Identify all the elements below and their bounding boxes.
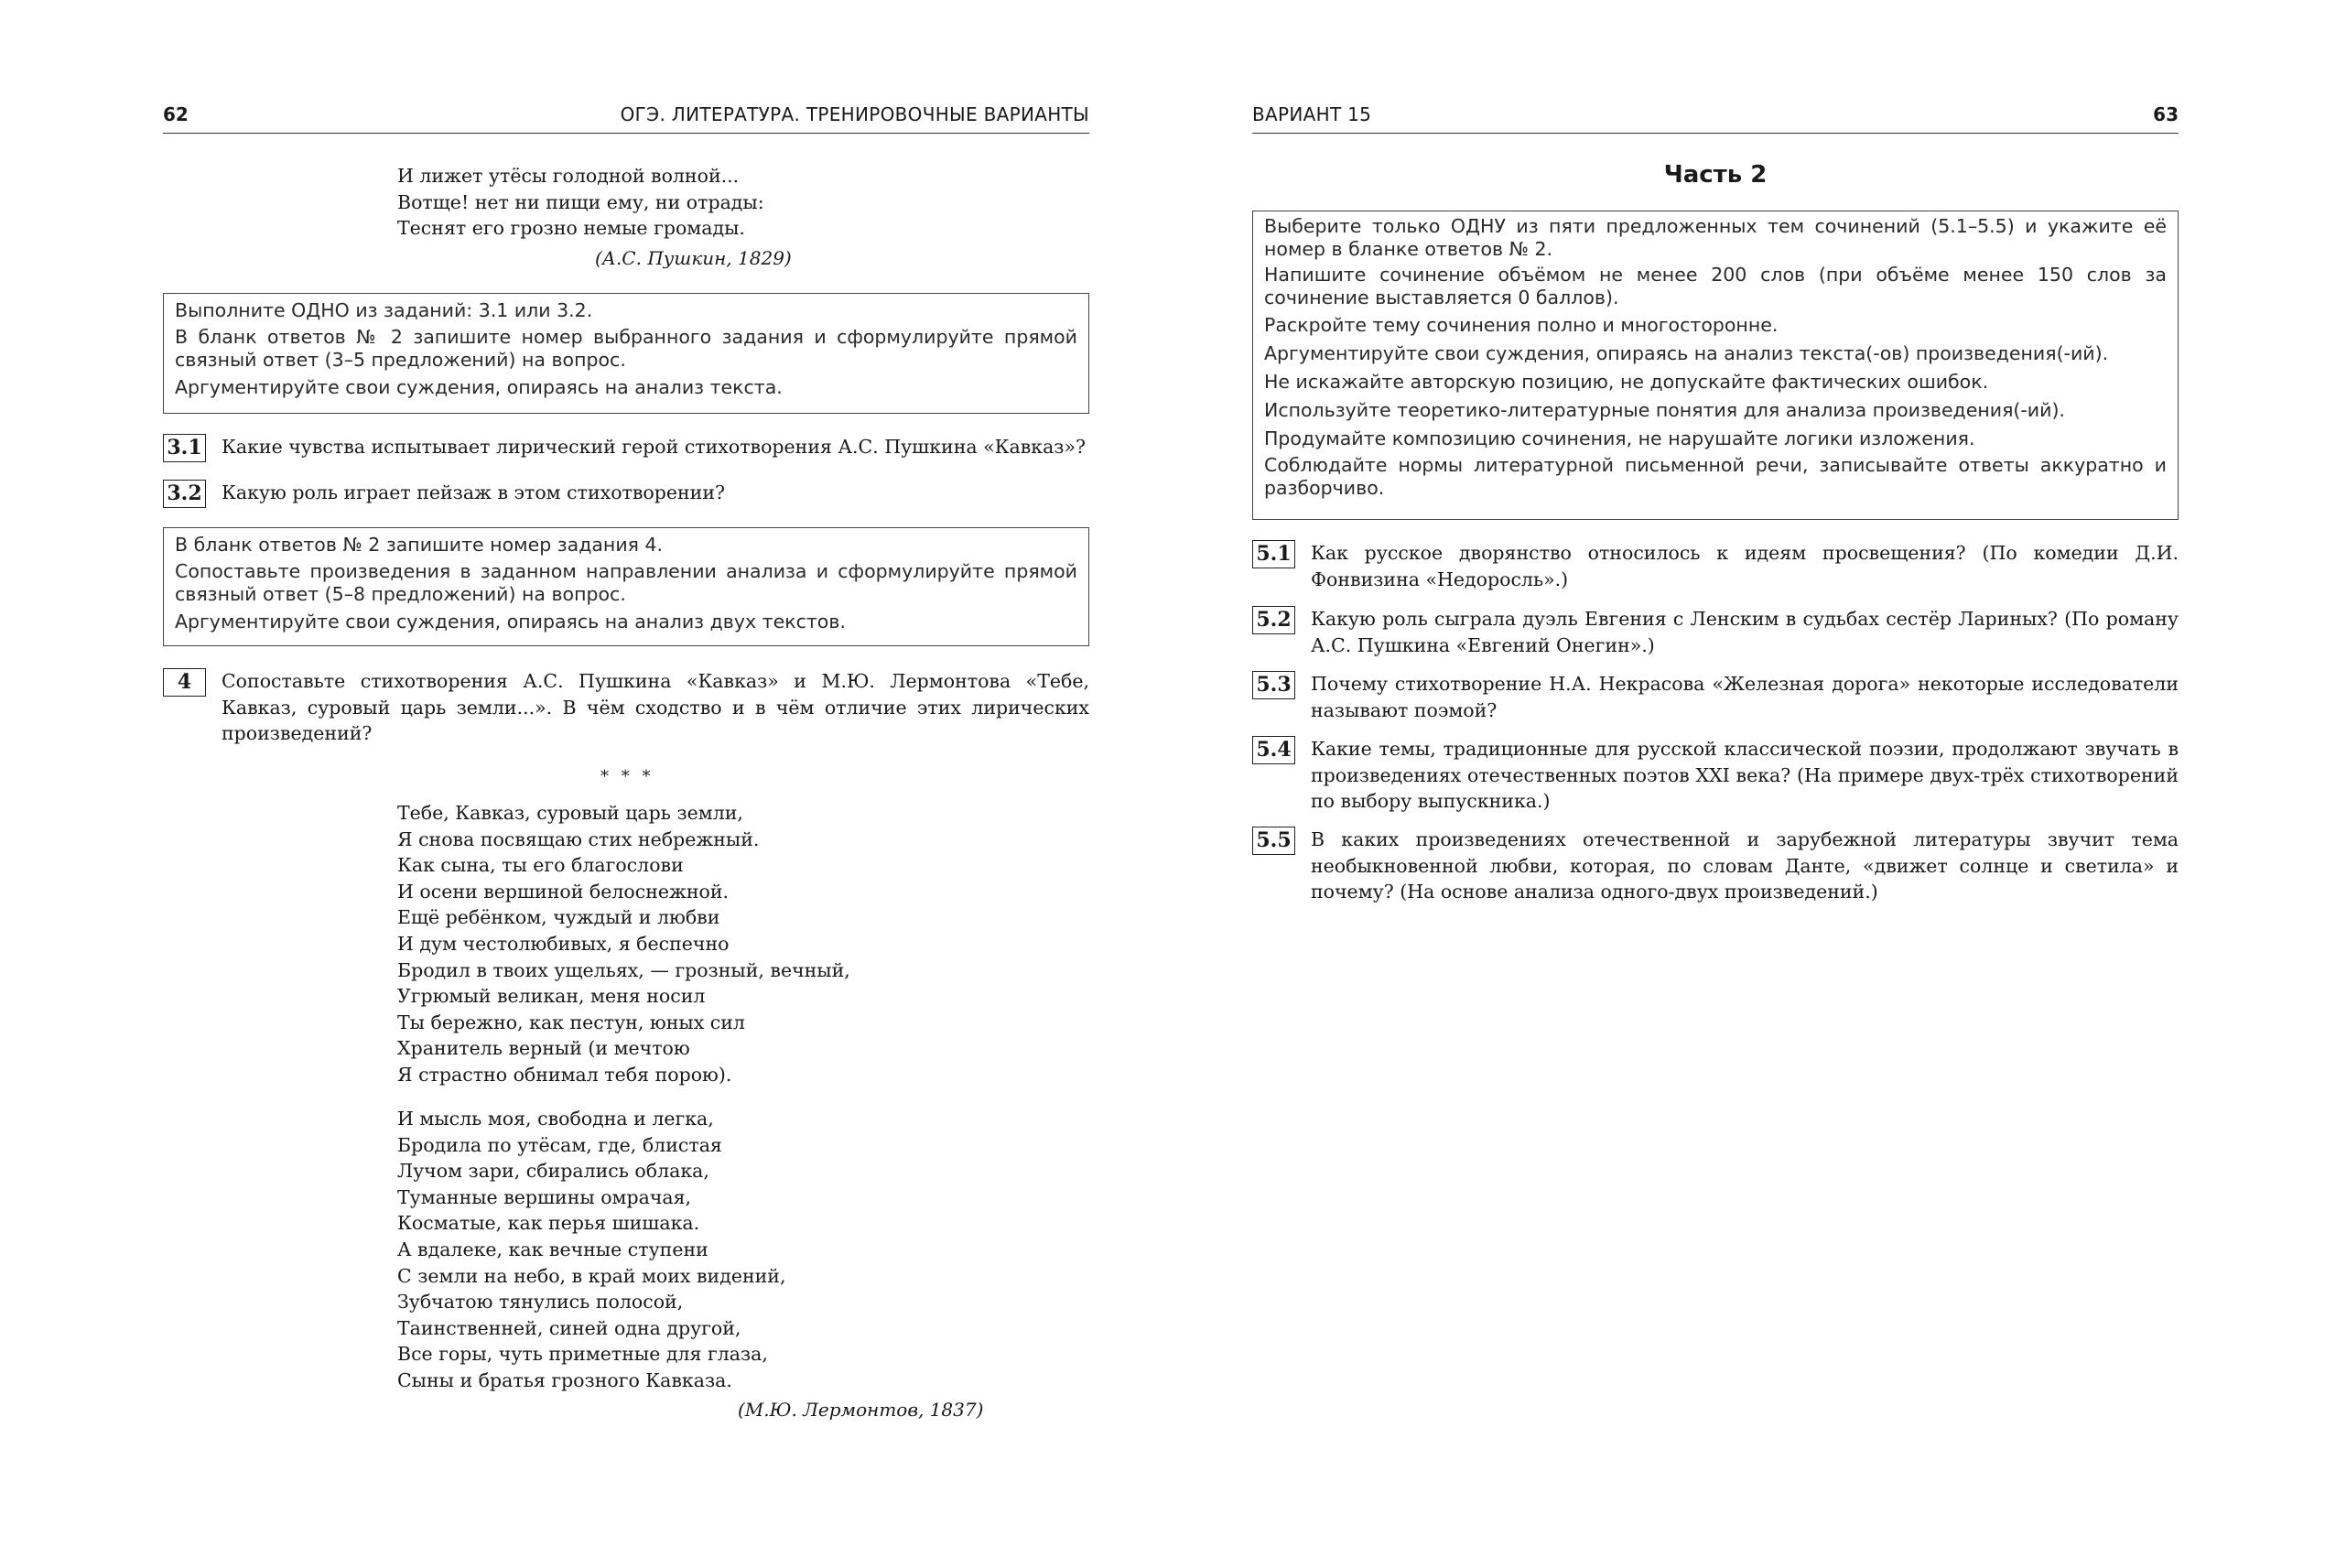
poem-line: Туманные вершины омрачая,	[397, 1185, 692, 1208]
task-number-badge: 5.4	[1252, 736, 1295, 764]
running-head-left	[163, 103, 1089, 134]
poem-line: Ещё ребёнком, чуждый и любви	[397, 906, 720, 929]
task-5-2	[1252, 606, 2179, 661]
poem-line: Лучом зари, сбирались облака,	[397, 1160, 709, 1183]
poem-line: Косматые, как перья шишака.	[397, 1212, 700, 1235]
task-text: Какую роль играет пейзаж в этом стихотворении?	[222, 481, 725, 503]
instruction-line: В бланк ответов № 2 запишите номер выбранного задания и сформулируйте прямой связный ответ (3–5 предложений) на вопрос.	[175, 326, 1077, 371]
task-number-badge: 5.3	[1252, 671, 1295, 699]
poem-line: Бродил в твоих ущельях, — грозный, вечный,	[397, 958, 850, 981]
instruction-line: Сопоставьте произведения в заданном направлении анализа и сформулируйте прямой связный ответ (5–8 предложений) на вопрос.	[175, 560, 1077, 605]
task-5-4	[1252, 736, 2179, 816]
instruction-box-4	[163, 527, 1089, 646]
task-3-1	[163, 434, 1089, 463]
poem-line: И осени вершиной белоснежной.	[397, 880, 730, 903]
poem-line: Сыны и братья грозного Кавказа.	[397, 1368, 732, 1391]
running-head-right	[1252, 103, 2179, 134]
poem-line: Угрюмый великан, меня носил	[397, 985, 706, 1008]
poem-stanza-1	[397, 800, 850, 1088]
poem-separator: * * *	[600, 767, 654, 786]
poem-line: Я страстно обнимал тебя порою).	[397, 1063, 732, 1086]
instruction-line: Продумайте композицию сочинения, не нарушайте логики изложения.	[1264, 427, 1975, 449]
task-text: Какие чувства испытывает лирический герой стихотворения А.С. Пушкина «Кавказ»?	[222, 436, 1087, 458]
task-number-badge: 5.5	[1252, 827, 1295, 855]
poem-line: С земли на небо, в край моих видений,	[397, 1264, 786, 1287]
instruction-line: Используйте теоретико-литературные понятия для анализа произведения(-ий).	[1264, 399, 2065, 421]
task-text: Какие темы, традиционные для русской классической поэзии, продолжают звучать в произведениях отечественных поэтов XXI века? (На примере двух-трёх стихотворений по выбору выпускника.)	[1311, 738, 2179, 813]
poem-line: Как сына, ты его благослови	[397, 854, 684, 877]
poem-attribution: (М.Ю. Лермонтов, 1837)	[738, 1399, 984, 1421]
poem-line: Все горы, чуть приметные для глаза,	[397, 1343, 768, 1366]
instruction-line: Аргументируйте свои суждения, опираясь на анализ текста.	[175, 376, 783, 398]
poem-line: И дум честолюбивых, я беспечно	[397, 932, 730, 955]
poem-line: Бродила по утёсам, где, блистая	[397, 1133, 722, 1156]
instruction-line: Выберите только ОДНУ из пяти предложенных тем сочинений (5.1–5.5) и укажите её номер в бланке ответов № 2.	[1264, 215, 2167, 260]
task-number-badge: 5.1	[1252, 540, 1295, 568]
poem-line: Я снова посвящаю стих небрежный.	[397, 827, 760, 850]
poem-line: Таинственней, синей одна другой,	[397, 1316, 741, 1339]
instruction-line: Напишите сочинение объёмом не менее 200 слов (при объёме менее 150 слов за сочинение выставляется 0 баллов).	[1264, 264, 2167, 308]
task-number-badge: 4	[163, 668, 206, 697]
task-number-badge: 3.2	[163, 480, 206, 508]
poem-tail-attribution: (А.С. Пушкин, 1829)	[595, 247, 792, 269]
left-page	[163, 0, 1089, 1568]
instruction-line: Раскройте тему сочинения полно и многосторонне.	[1264, 314, 1779, 336]
task-text: Как русское дворянство относилось к идеям просвещения? (По комедии Д.И. Фонвизина «Недоросль».)	[1311, 542, 2179, 590]
task-text: Какую роль сыграла дуэль Евгения с Ленским в судьбах сестёр Лариных? (По роману А.С. Пушкина «Евгений Онегин».)	[1311, 608, 2179, 656]
instruction-line: Соблюдайте нормы литературной письменной речи, записывайте ответы аккуратно и разборчиво.	[1264, 454, 2167, 499]
poem-line: И лижет утёсы голодной волной...	[397, 165, 740, 187]
right-page	[1252, 0, 2179, 1568]
poem-stanza-2	[397, 1106, 785, 1394]
task-text: Почему стихотворение Н.А. Некрасова «Железная дорога» некоторые исследователи называют поэмой?	[1311, 673, 2179, 721]
running-title: ВАРИАНТ 15	[1252, 103, 1372, 125]
task-5-3	[1252, 671, 2179, 726]
part-title: Часть 2	[1663, 161, 1768, 189]
poem-line: Хранитель верный (и мечтою	[397, 1037, 690, 1060]
poem-tail	[397, 163, 764, 242]
poem-line: Вотще! нет ни пищи ему, ни отрады:	[397, 190, 764, 213]
poem-line: А вдалеке, как вечные ступени	[397, 1238, 708, 1260]
task-text: В каких произведениях отечественной и зарубежной литературы звучит тема необыкновенной любви, которая, по словам Данте, «движет солнце и светила» и почему? (На основе анализа одного-двух произведений.)	[1311, 828, 2179, 903]
poem-line: И мысль моя, свободна и легка,	[397, 1108, 714, 1130]
instruction-line: Аргументируйте свои суждения, опираясь на анализ текста(-ов) произведения(-ий).	[1264, 342, 2109, 364]
page-number: 63	[2153, 103, 2179, 125]
essay-instructions-box	[1252, 211, 2179, 520]
instruction-line: Аргументируйте свои суждения, опираясь на анализ двух текстов.	[175, 611, 846, 633]
poem-line: Ты бережно, как пестун, юных сил	[397, 1011, 745, 1033]
instruction-line: Выполните ОДНО из заданий: 3.1 или 3.2.	[175, 299, 593, 321]
task-number-badge: 5.2	[1252, 606, 1295, 634]
instruction-box-3	[163, 293, 1089, 414]
task-5-1	[1252, 540, 2179, 595]
task-5-5	[1252, 827, 2179, 907]
page-number: 62	[163, 103, 189, 125]
poem-line: Теснят его грозно немые громады.	[397, 217, 745, 240]
task-text: Сопоставьте стихотворения А.С. Пушкина «Кавказ» и М.Ю. Лермонтова «Тебе, Кавказ, суровый царь земли...». В чём сходство и в чём отличие этих лирических произведений?	[222, 670, 1089, 745]
instruction-line: Не искажайте авторскую позицию, не допускайте фактических ошибок.	[1264, 371, 1989, 393]
poem-line: Тебе, Кавказ, суровый царь земли,	[397, 802, 743, 824]
task-3-2	[163, 480, 1089, 509]
task-number-badge: 3.1	[163, 434, 206, 462]
poem-line: Зубчатою тянулись полосой,	[397, 1291, 684, 1314]
running-title: ОГЭ. ЛИТЕРАТУРА. ТРЕНИРОВОЧНЫЕ ВАРИАНТЫ	[620, 103, 1089, 125]
instruction-line: В бланк ответов № 2 запишите номер задания 4.	[175, 534, 664, 556]
task-4	[163, 668, 1089, 751]
